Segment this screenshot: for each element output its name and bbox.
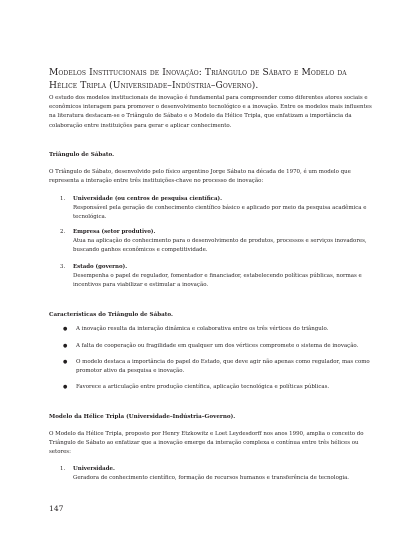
bullet-item [63, 383, 373, 392]
list-number: 3. [60, 264, 66, 270]
list-number: 1. [60, 196, 66, 202]
list-item-label: Estado (governo). [73, 264, 128, 270]
bullet-text: A falta de cooperação ou fragilidade em qualquer um dos vértices compromete o sistema de inovação. [76, 343, 359, 349]
bullet-item [63, 325, 373, 334]
sabato-paragraph: O Triângulo de Sábato, desenvolvido pelo físico argentino Jorge Sábato na década de 1970, é um modelo que representa a interação entre três instituições-chave no processo de inovação: [49, 169, 351, 185]
list-item-text: Desempenha o papel de regulador, fomentador e financiador, estabelecendo políticas públicas, normas e incentivos para viabilizar e estimular a inovação. [73, 273, 362, 289]
list-item [60, 228, 370, 256]
list-item-label: Universidade. [73, 466, 115, 472]
bullet-item [63, 342, 373, 351]
list-number: 2. [60, 229, 66, 235]
section-heading-helice: Modelo da Hélice Tripla (Universidade–Indústria–Governo). [49, 414, 236, 420]
bullet-text: O modelo destaca a importância do papel do Estado, que deve agir não apenas como regulador, mas como promotor ativo da pesquisa e inovação. [76, 359, 370, 375]
page-title: Modelos Institucionais de Inovação: Triângulo de Sábato e Modelo da Hélice Tripla (Universidade–Indústria–Governo). [49, 68, 347, 91]
list-item-label: Universidade (ou centros de pesquisa científica). [73, 196, 222, 202]
bullet-text: Favorece a articulação entre produção científica, aplicação tecnológica e políticas públicas. [76, 384, 330, 390]
section-heading-sabato: Triângulo de Sábato. [49, 152, 115, 158]
list-number: 1. [60, 466, 66, 472]
bullet-icon: ● [63, 326, 68, 332]
bullet-icon: ● [63, 343, 68, 349]
list-item [60, 465, 370, 483]
intro-paragraph: O estudo dos modelos institucionais de inovação é fundamental para compreender como diferentes atores sociais e econômicos interagem para promover o desenvolvimento tecnológico e a inovação. Entre os modelos mais influentes na literatura destacam-se o Triângulo de Sábato e o Modelo da Hélice Tripla, que enfatizam a importância da colaboração entre instituições para gerar e aplicar conhecimento. [49, 95, 372, 129]
list-item [60, 263, 370, 291]
bullet-text: A inovação resulta da interação dinâmica e colaborativa entre os três vértices do triângulo. [76, 326, 329, 332]
list-item-text: Atua na aplicação do conhecimento para o desenvolvimento de produtos, processos e serviços inovadores, buscando ganhos econômicos e competitividade. [73, 238, 367, 254]
bullet-item [63, 358, 373, 376]
section-heading-caracteristicas: Características do Triângulo de Sábato. [49, 312, 173, 318]
list-item-text: Geradora de conhecimento científico, formação de recursos humanos e transferência de tecnologia. [73, 475, 350, 482]
page-number: 147 [49, 504, 64, 513]
helice-paragraph: O Modelo da Hélice Tripla, proposto por Henry Etzkowitz e Loet Leydesdorff nos anos 1990, amplia o conceito do Triângulo de Sábato ao enfatizar que a inovação emerge da interação complexa e contínua entre três hélices ou setores: [49, 431, 364, 456]
list-item-text: Responsável pela geração de conhecimento científico básico e aplicado por meio da pesquisa acadêmica e tecnológica. [73, 205, 367, 221]
bullet-icon: ● [63, 359, 68, 365]
list-item-label: Empresa (setor produtivo). [73, 229, 156, 235]
bullet-icon: ● [63, 384, 68, 390]
list-item [60, 195, 370, 223]
